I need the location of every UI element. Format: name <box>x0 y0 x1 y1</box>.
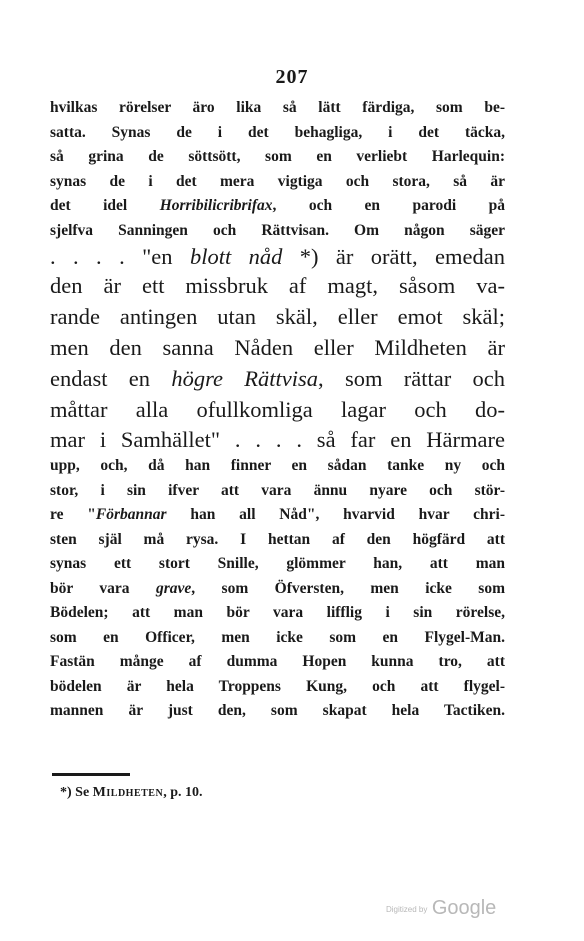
text-segment: *) är orätt, emedan <box>282 244 505 269</box>
emphasis-text: blott nåd <box>189 244 283 269</box>
text-segment: , som Öfversten, men icke som <box>191 579 506 597</box>
emphasis-text: Förbannar <box>95 506 167 523</box>
text-segment: bör vara <box>50 579 156 597</box>
text-segment: re " <box>50 506 96 523</box>
text-line: Fastän månge af dumma Hopen kunna tro, att <box>50 653 505 670</box>
text-segment: han all Nåd", hvarvid hvar chri- <box>166 506 505 523</box>
google-logo-text: Google <box>431 897 497 919</box>
text-line: sten själ må rysa. I hettan af den högfärd att <box>50 530 505 548</box>
watermark-prefix: Digitized by <box>386 905 428 914</box>
text-line: bödelen är hela Troppens Kung, och att flygel- <box>50 677 505 695</box>
text-line: synas ett stort Snille, glömmer han, att man <box>50 555 505 572</box>
page-number: 207 <box>275 66 309 88</box>
text-line <box>50 194 505 219</box>
text-segment: , och en parodi på <box>272 197 505 214</box>
footnote <box>60 785 202 801</box>
text-segment: endast en <box>50 366 172 391</box>
footnote-reference: Mildheten <box>92 785 164 800</box>
text-line <box>50 243 505 270</box>
text-segment: . . . . "en <box>50 244 190 269</box>
body-text <box>50 96 505 724</box>
text-line: mar i Samhället" . . . . så far en Härmare <box>50 427 505 452</box>
text-line: upp, och, då han finner en sådan tanke ny och <box>50 457 505 474</box>
text-segment: det idel <box>50 197 160 214</box>
text-line <box>50 503 505 528</box>
text-line: mannen är just den, som skapat hela Tactiken. <box>50 702 505 719</box>
text-line: men den sanna Nåden eller Mildheten är <box>50 335 505 360</box>
text-line: måttar alla ofullkomliga lagar och do- <box>50 397 505 422</box>
text-line: så grina de söttsött, som en verliebt Harlequin: <box>50 148 505 165</box>
footnote-rule <box>52 773 130 776</box>
digitized-watermark <box>386 897 496 920</box>
text-line: den är ett missbruk af magt, såsom va- <box>50 273 505 298</box>
emphasis-text: grave <box>155 579 192 597</box>
text-line: sjelfva Sanningen och Rättvisan. Om någon säger <box>50 221 505 239</box>
footnote-marker: *) Se <box>60 785 90 800</box>
footnote-page: , p. 10. <box>163 785 203 800</box>
emphasis-text: högre Rättvisa <box>171 366 319 391</box>
text-line <box>50 577 505 602</box>
text-line: som en Officer, men icke som en Flygel-Man. <box>50 628 505 646</box>
text-line: rande antingen utan skäl, eller emot skäl; <box>50 304 505 329</box>
text-line: synas de i det mera vigtiga och stora, så är <box>50 172 505 190</box>
emphasis-text: Horribilicribrifax <box>159 197 273 214</box>
text-line: Bödelen; att man bör vara lifflig i sin rörelse, <box>50 604 505 621</box>
text-line <box>50 363 505 394</box>
text-line: satta. Synas de i det behagliga, i det täcka, <box>50 123 505 141</box>
text-segment: , som rättar och <box>318 366 505 391</box>
text-line: stor, i sin ifver att vara ännu nyare och stör- <box>50 481 505 499</box>
text-line: hvilkas rörelser äro lika så lätt färdiga, som be- <box>50 99 505 116</box>
